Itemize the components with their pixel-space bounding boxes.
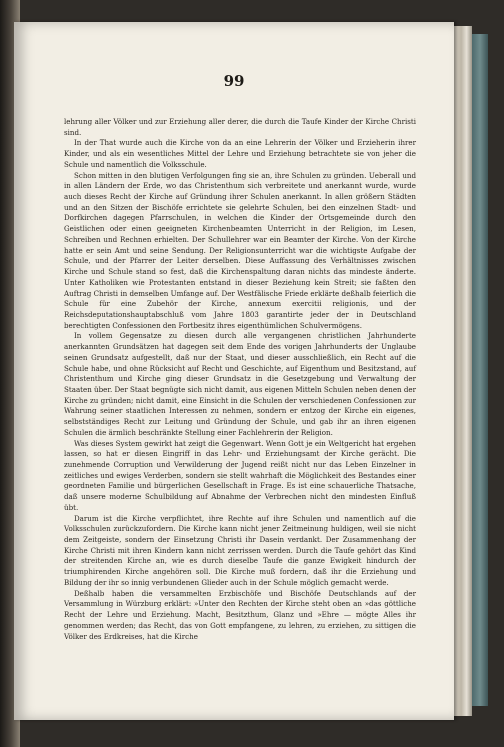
paragraph: Deßhalb haben die versammelten Erzbischöfe und Bischöfe Deutschlands auf der Versammlung in Würzburg erklärt: »Unter den Rechten der Kirche steht oben an »das göttliche Recht der Lehre und Erziehung. Macht, Besitzthum, Glanz und »Ehre — mögte Alles ihr genommen werden; das Recht, das von Gott empfangene, zu lehren, zu erziehen, zu sittigen die Völker des Erdkreises, hat die Kirche [64,588,416,641]
paragraph: In der That wurde auch die Kirche von da an eine Lehrerin der Völker und Erzieherin ihrer Kinder, und als ein wesentliches Mittel der Lehre und Erziehung betrachtete sie von jeher die Schule und namentlich die Volksschule. [64,138,416,169]
paragraph: Was dieses System gewirkt hat zeigt die Gegenwart. Wenn Gott je ein Weltgericht hat ergehen lassen, so hat er diesen Eingriff in das Lehr- und Erziehungsamt der Kirche gerächt. Die zunehmende Corruption und Verwilderung der Jugend reißt nicht nur das Leben Einzelner in zeitliches und ewiges Verderben, sondern sie stellt wahrhaft die Möglichkeit des Bestandes einer geordneten Familie und bürgerlichen Gesellschaft in Frage. Es ist eine schauerliche Thatsache, daß unsere moderne Schulbildung auf Abnahme der Verbrechen nicht den mindesten Einfluß übt. [64,438,416,512]
page-text [64,117,416,642]
page-stack-edge [454,26,472,716]
book-page [14,22,454,720]
paragraph: lehrung aller Völker und zur Erziehung aller derer, die durch die Taufe Kinder der Kirche Christi sind. [64,117,416,137]
paragraph: Darum ist die Kirche verpflichtet, ihre Rechte auf ihre Schulen und namentlich auf die Volksschulen zurückzufordern. Die Kirche kann nicht jener Zeitmeinung huldigen, weil sie nicht dem Zeitgeiste, sondern der Einsetzung Christi ihr Dasein verdankt. Der Zusammenhang der Kirche Christi mit ihren Kindern kann nicht zerrissen werden. Durch die Taufe gehört das Kind der streitenden Kirche an, wie es durch dieselbe Taufe die ganze Ewigkeit hindurch der triumphirenden Kirche angehören soll. Die Kirche muß fordern, daß ihr die Erziehung und Bildung der ihr so innig verbundenen Glieder auch in der Schule möglich gemacht werde. [64,513,416,587]
page-number: 99 [223,72,245,90]
paragraph: Schon mitten in den blutigen Verfolgungen fing sie an, ihre Schulen zu gründen. Ueberall und in allen Ländern der Erde, wo das Christenthum sich verbreitete und anerkannt wurde, wurde auch dieses Recht der Kirche auf Gründung ihrer Schulen anerkannt. In allen größern Städten und an den Sitzen der Bischöfe errichtete sie gelehrte Schulen, bei den einzelnen Stadt- und Dorfkirchen dagegen Pfarrschulen, in welchen die Kinder der Ortsgemeinde durch den Geistlichen oder einen geeigneten Kirchenbeamten Unterricht in der Religion, im Lesen, Schreiben und Rechnen erhielten. Der Schullehrer war ein Beamter der Kirche. Von der Kirche hatte er sein Amt und seine Sendung. Der Religionsunterricht war die wichtigste Aufgabe der Schule, und der Pfarrer der Leiter derselben. Diese Auffassung des Verhältnisses zwischen Kirche und Schule stand so fest, daß die Kirchenspaltung daran nichts das mindeste änderte. Unter Katholiken wie Protestanten entstand in dieser Beziehung kein Streit; sie faßten den Auftrag Christi in demselben Umfange auf. Der Westfälische Friede erklärte deßhalb feierlich die Schule für eine Zubehör der Kirche, annexum exercitii religionis, und der Reichsdeputationshauptabschluß vom Jahre 1803 garantirte jeder der in Deutschland berechtigten Confessionen den Fortbesitz ihres eigenthümlichen Schulvermögens. [64,170,416,330]
book-cover-edge [472,34,488,706]
paragraph: In vollem Gegensatze zu diesen durch alle vergangenen christlichen Jahrhunderte anerkannten Grundsätzen hat dagegen seit dem Ende des vorigen Jahrhunderts der Unglaube seinen Grundsatz aufgestellt, daß nur der Staat, und dieser ausschließlich, ein Recht auf die Schule habe, und ohne Rücksicht auf Recht und Geschichte, auf Eigenthum und Besitzstand, auf Christenthum und Kirche ging dieser Grundsatz in die Gesetzgebung und Verwaltung der Staaten über. Der Staat begnügte sich nicht damit, aus eigenen Mitteln Schulen neben denen der Kirche zu gründen; nicht damit, eine Einsicht in die Schulen der verschiedenen Confessionen zur Wahrung seiner staatlichen Interessen zu nehmen, sondern er entzog der Kirche ein eigenes, selbstständiges Recht zur Leitung und Gründung der Schule, und gab ihr an ihren eigenen Schulen die ärmlich beschränkte Stellung einer Fachlehrerin der Religion. [64,331,416,437]
